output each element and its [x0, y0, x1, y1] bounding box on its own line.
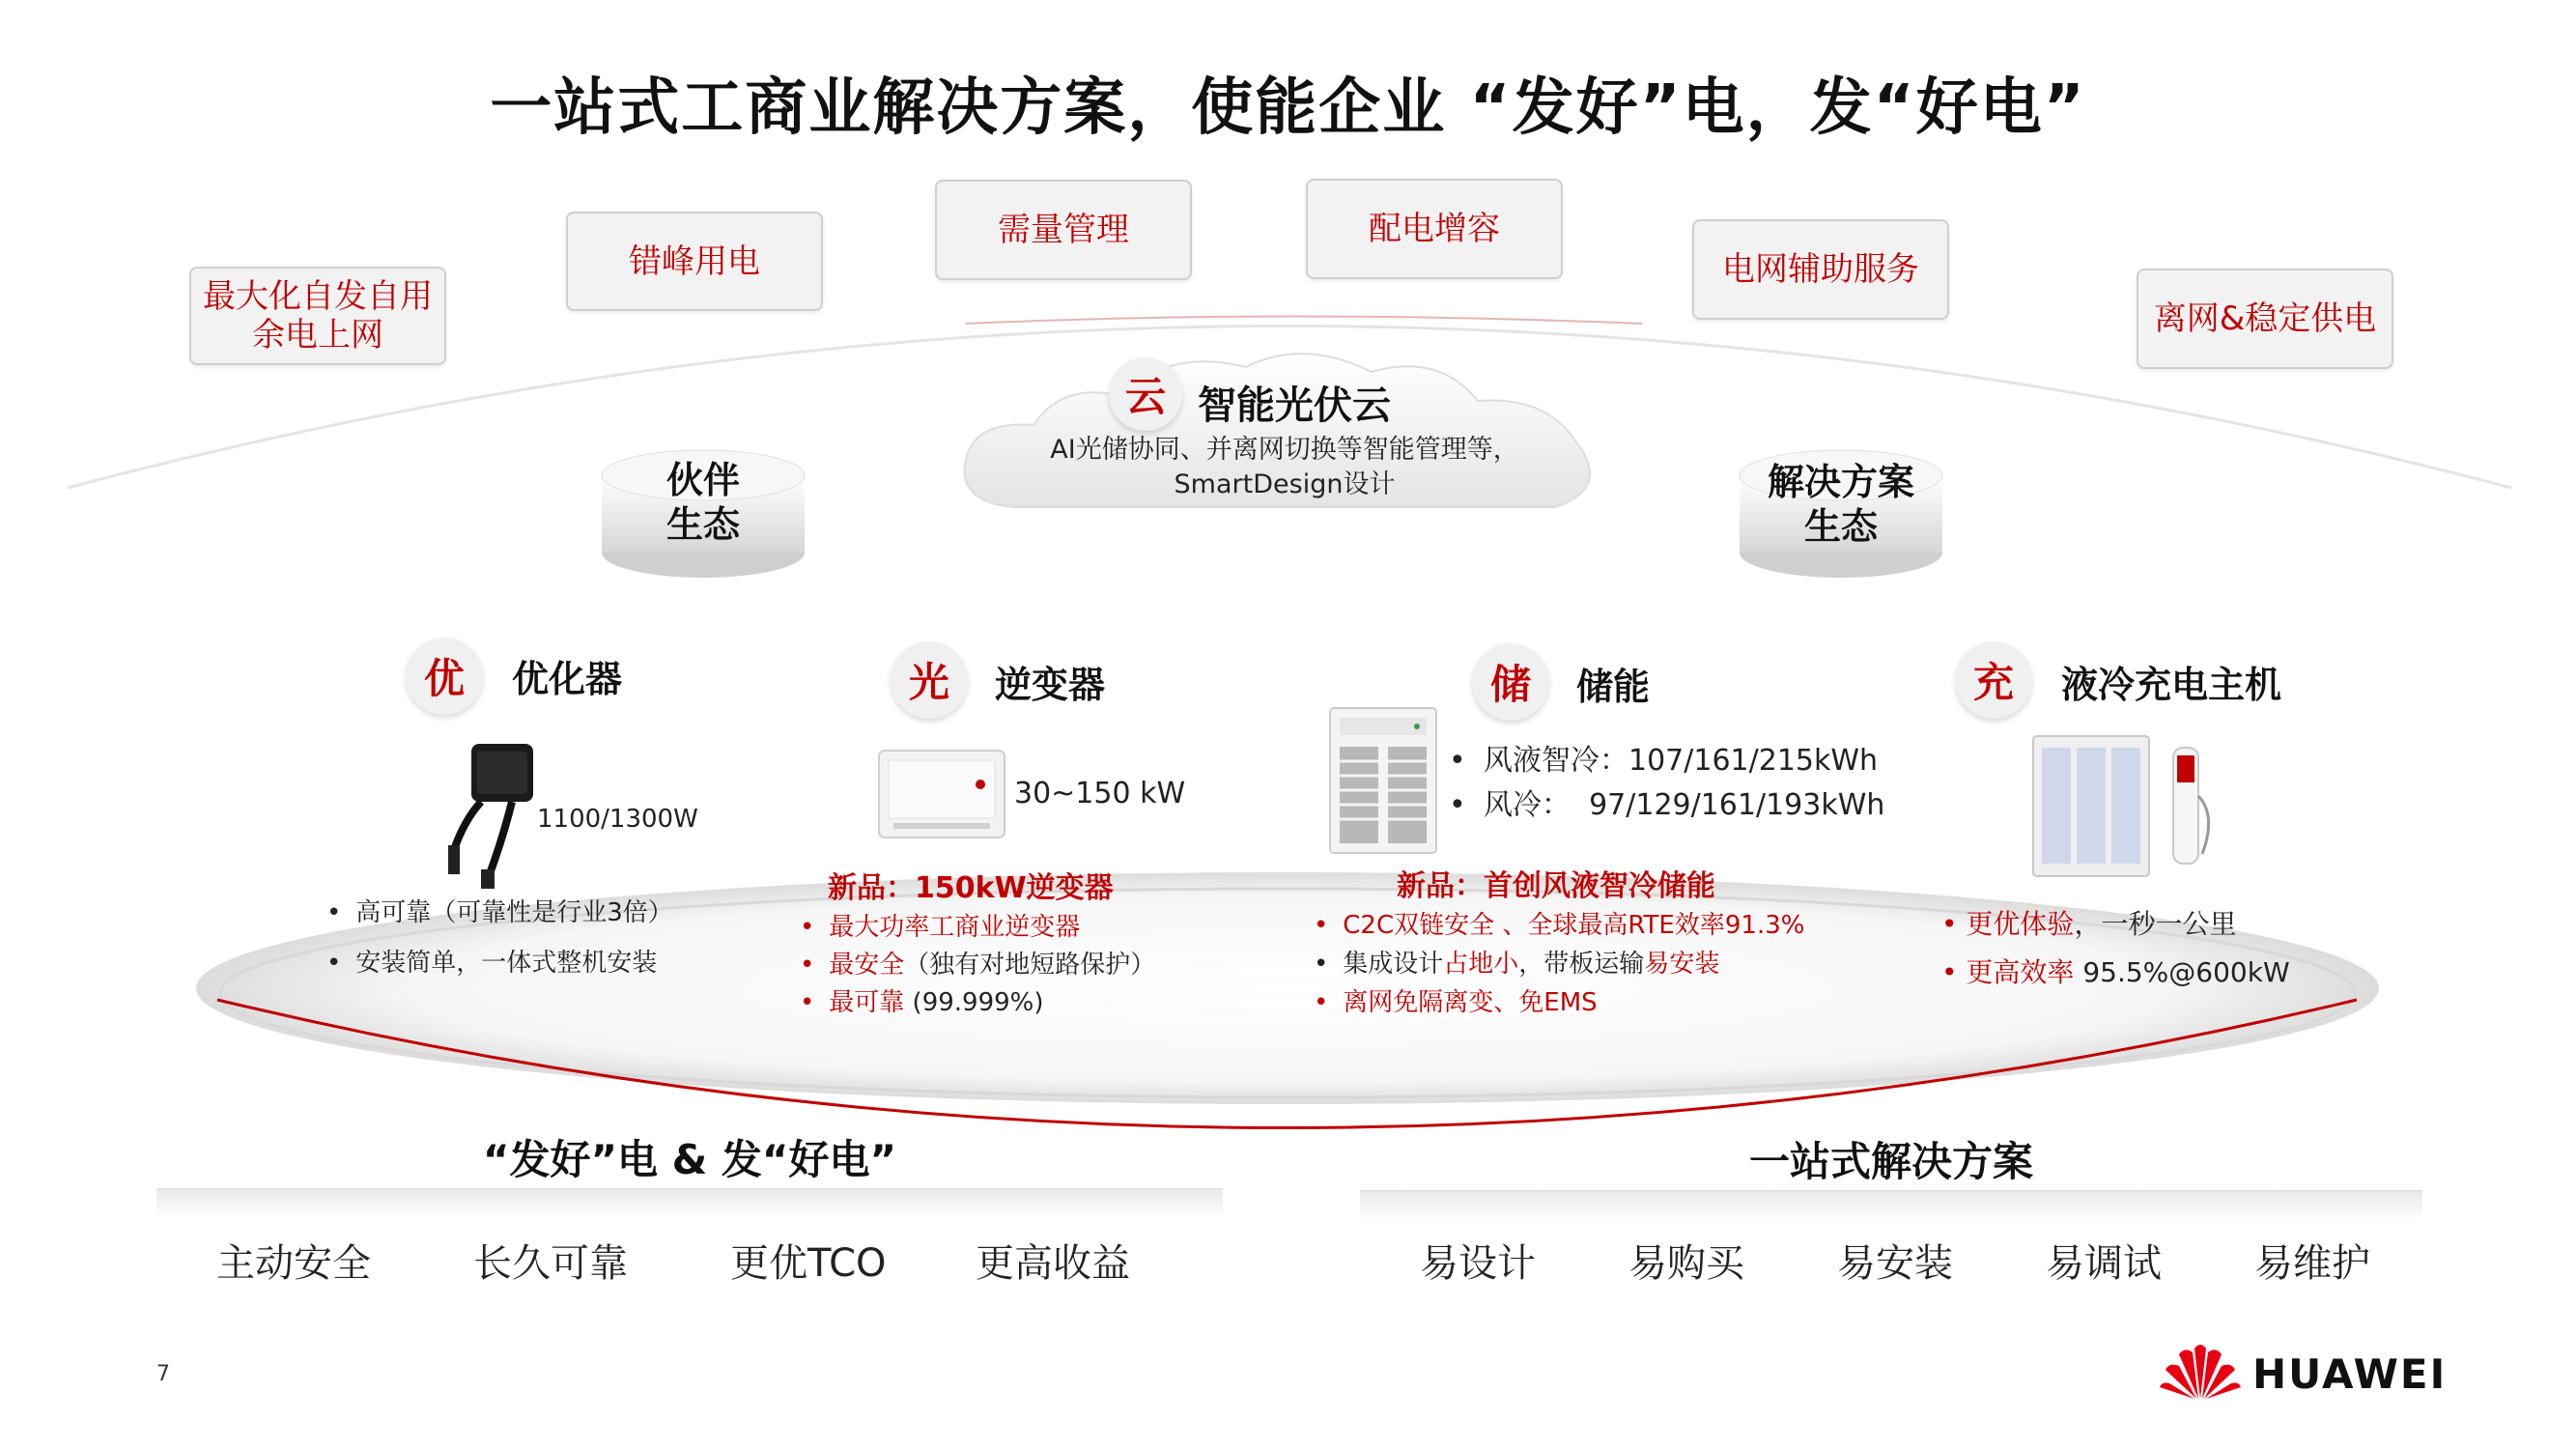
storage-spec-1: • 风液智冷：107/161/215kWh	[1449, 744, 1879, 778]
inverter-bullet: • 最安全（独有对地短路保护）	[800, 951, 1156, 980]
bullet-text: ，一秒一公里	[2074, 908, 2237, 940]
storage-new-title: 新品：首创风液智冷储能	[1397, 869, 1715, 903]
cloud-title: 智能光伏云	[1198, 384, 1391, 428]
huawei-logo-icon	[2160, 1339, 2241, 1403]
storage-bullet: • 集成设计占地小，带板运输易安装	[1314, 950, 1720, 979]
spec-text: 风冷： 97/129/161/193kWh	[1484, 788, 1885, 822]
tag-capacity-expansion	[1306, 179, 1563, 279]
tag-self-consumption	[189, 267, 446, 365]
bullet-red-text: 易安装	[1644, 950, 1720, 979]
tag-grid-ancillary	[1692, 219, 1949, 320]
pillar-text: 生态	[665, 503, 740, 546]
page-title: 一站式工商业解决方案，使能企业 “发好”电，发“好电”	[490, 72, 2086, 144]
charger-name: 液冷充电主机	[2061, 664, 2282, 706]
tag-demand-management	[935, 180, 1192, 280]
inverter-bullet: • 最可靠 (99.999%)	[800, 988, 1044, 1017]
charger-bullet: • 更优体验，一秒一公里	[1941, 908, 2237, 940]
tag-label: 最大化自发自用 余电上网	[203, 277, 433, 355]
storage-spec-2: • 风冷： 97/129/161/193kWh	[1449, 788, 1885, 822]
band-left-item: 长久可靠	[473, 1241, 628, 1286]
storage-badge-icon: 储	[1472, 643, 1549, 721]
bullet-text: 95.5%@600kW	[2074, 956, 2290, 988]
optimizer-bullet: • 安装简单，一体式整机安装	[326, 949, 658, 978]
bullet-text: 安装简单，一体式整机安装	[355, 949, 658, 978]
band-right-item: 易维护	[2254, 1241, 2370, 1286]
storage-bullet: • C2C双链安全 、全球最高RTE效率91.3%	[1314, 911, 1805, 940]
optimizer-bullet: • 高可靠（可靠性是行业3倍）	[326, 898, 673, 927]
band-left-item: 主动安全	[216, 1241, 371, 1286]
optimizer-device-image	[435, 734, 541, 889]
inverter-device-image	[874, 746, 1009, 842]
band-right-title: 一站式解决方案	[1748, 1138, 2033, 1185]
bullet-red-text: 最可靠	[829, 988, 905, 1017]
tag-label: 离网&稳定供电	[2153, 299, 2377, 338]
charger-device-image	[2028, 728, 2222, 883]
bullet-text: ，带板运输	[1518, 950, 1645, 979]
pillar-text: 生态	[1803, 505, 1878, 548]
cloud-badge-icon: 云	[1109, 357, 1182, 431]
tag-peak-shifting	[566, 212, 823, 311]
storage-name: 储能	[1576, 666, 1651, 708]
inverter-bullet: • 最大功率工商业逆变器	[800, 913, 1081, 942]
cloud-desc-line: SmartDesign设计	[1174, 469, 1396, 499]
optimizer-spec: 1100/1300W	[537, 805, 698, 834]
cloud-description	[966, 433, 1603, 502]
huawei-logo-text: HUAWEI	[2252, 1350, 2448, 1398]
pillar-text: 解决方案	[1767, 461, 1914, 503]
optimizer-badge-icon: 优	[406, 638, 483, 715]
charger-bullet: • 更高效率 95.5%@600kW	[1941, 956, 2290, 988]
tag-label: 电网辅助服务	[1722, 250, 1919, 289]
band-left-item: 更高收益	[976, 1241, 1130, 1286]
band-right-item: 易调试	[2046, 1241, 2162, 1286]
pillar-text: 伙伴	[665, 459, 740, 501]
band-left-title: “发好”电 & 发“好电”	[482, 1136, 897, 1183]
bullet-red-text: 最安全	[829, 951, 905, 980]
tag-label: 错峰用电	[629, 242, 760, 281]
storage-bullet: • 离网免隔离变、免EMS	[1314, 988, 1598, 1017]
bullet-text: （独有对地短路保护）	[904, 951, 1156, 980]
bullet-text: 高可靠（可靠性是行业3倍）	[355, 898, 673, 927]
optimizer-name: 优化器	[512, 658, 623, 700]
inverter-name: 逆变器	[995, 664, 1106, 706]
charger-badge-icon: 充	[1955, 641, 2032, 719]
inverter-spec: 30~150 kW	[1014, 777, 1186, 810]
pillar-partner-label	[597, 458, 809, 547]
storage-cabinet-image	[1325, 703, 1441, 858]
tag-label: 需量管理	[998, 211, 1129, 249]
band-right-item: 易安装	[1837, 1241, 1953, 1286]
band-right-item: 易购买	[1628, 1241, 1744, 1286]
band-left-item: 更优TCO	[730, 1241, 887, 1286]
inverter-new-title: 新品：150kW逆变器	[828, 871, 1114, 905]
band-right-item: 易设计	[1420, 1241, 1536, 1286]
bullet-red-text: 最大功率工商业逆变器	[829, 913, 1081, 942]
bullet-red-text: C2C双链安全 、全球最高RTE效率91.3%	[1343, 911, 1805, 940]
page-number: 7	[156, 1362, 170, 1386]
inverter-badge-icon: 光	[891, 641, 968, 719]
bullet-text: 集成设计	[1343, 950, 1444, 979]
spec-text: 风液智冷：107/161/215kWh	[1484, 744, 1879, 778]
bullet-red-text: 占地小	[1443, 950, 1519, 979]
bullet-red-text: 更高效率	[1966, 956, 2075, 988]
bullet-red-text: 更优体验	[1966, 908, 2075, 940]
pillar-solution-label	[1735, 460, 1947, 549]
tag-label: 配电增容	[1369, 210, 1500, 248]
cloud-desc-line: AI光储协同、并离网切换等智能管理等，	[1050, 435, 1519, 465]
bullet-text: (99.999%)	[904, 988, 1044, 1017]
bullet-red-text: 离网免隔离变、免EMS	[1343, 988, 1598, 1017]
tag-offgrid-supply	[2137, 269, 2393, 369]
